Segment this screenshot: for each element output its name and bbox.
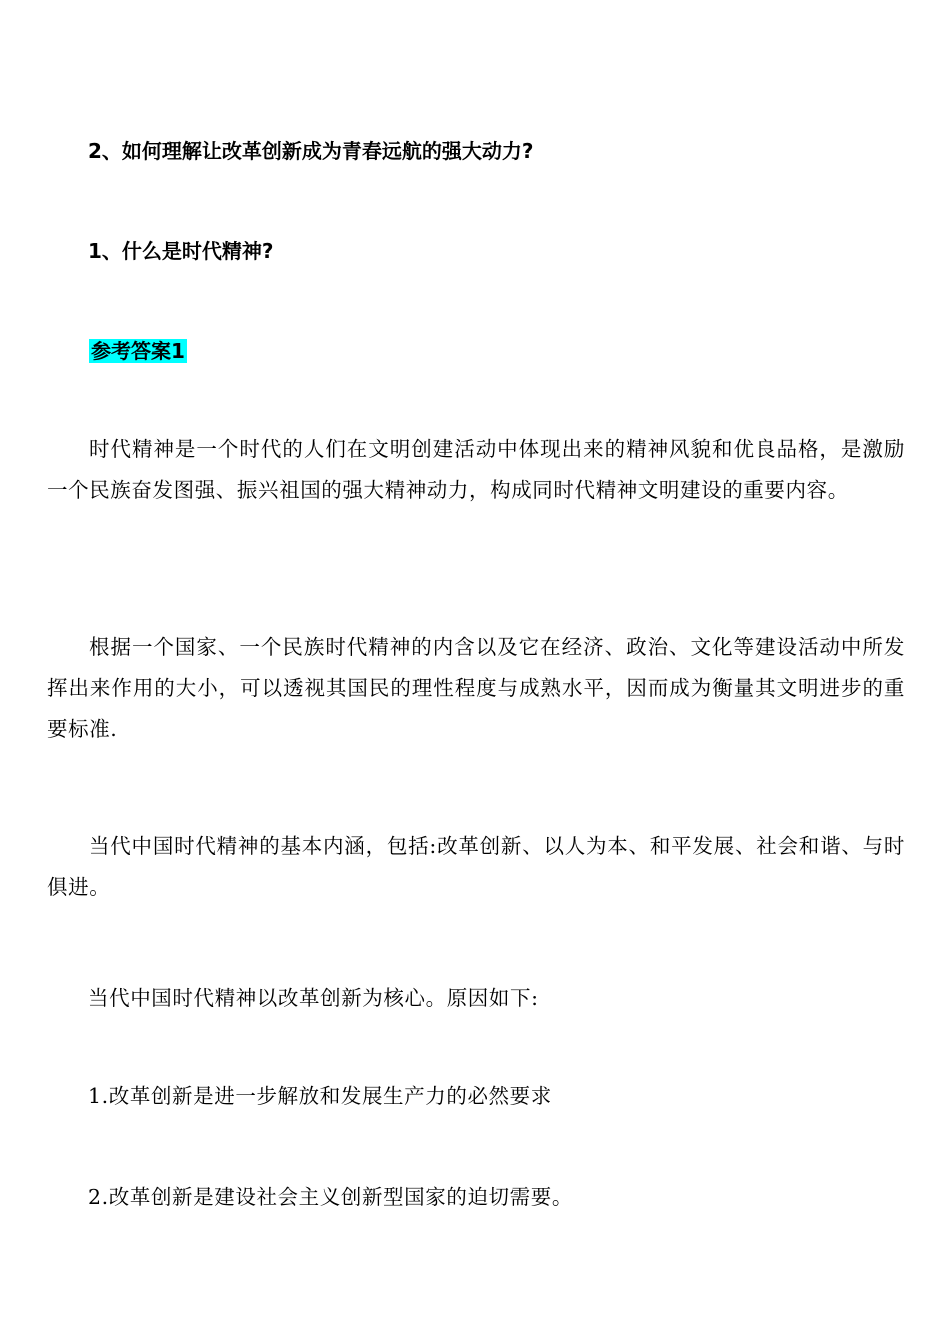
question-2-heading: 2、如何理解让改革创新成为青春远航的强大动力? xyxy=(88,139,534,163)
question-1-heading: 1、什么是时代精神? xyxy=(88,239,274,263)
paragraph-significance: 根据一个国家、一个民族时代精神的内含以及它在经济、政治、文化等建设活动中所发挥出来作用的大小，可以透视其国民的理性程度与成熟水平，因而成为衡量其文明进步的重要标准. xyxy=(47,635,905,741)
reason-item-1: 1.改革创新是进一步解放和发展生产力的必然要求 xyxy=(88,1084,552,1108)
paragraph-connotation: 当代中国时代精神的基本内涵，包括:改革创新、以人为本、和平发展、社会和谐、与时俱进。 xyxy=(47,834,905,899)
reference-answer-label: 参考答案1 xyxy=(91,339,185,363)
reason-item-2: 2.改革创新是建设社会主义创新型国家的迫切需要。 xyxy=(88,1185,573,1209)
paragraph-definition: 时代精神是一个时代的人们在文明创建活动中体现出来的精神风貌和优良品格，是激励一个民族奋发图强、振兴祖国的强大精神动力，构成同时代精神文明建设的重要内容。 xyxy=(47,437,905,502)
paragraph-core-reason-intro: 当代中国时代精神以改革创新为核心。原因如下: xyxy=(88,986,539,1010)
